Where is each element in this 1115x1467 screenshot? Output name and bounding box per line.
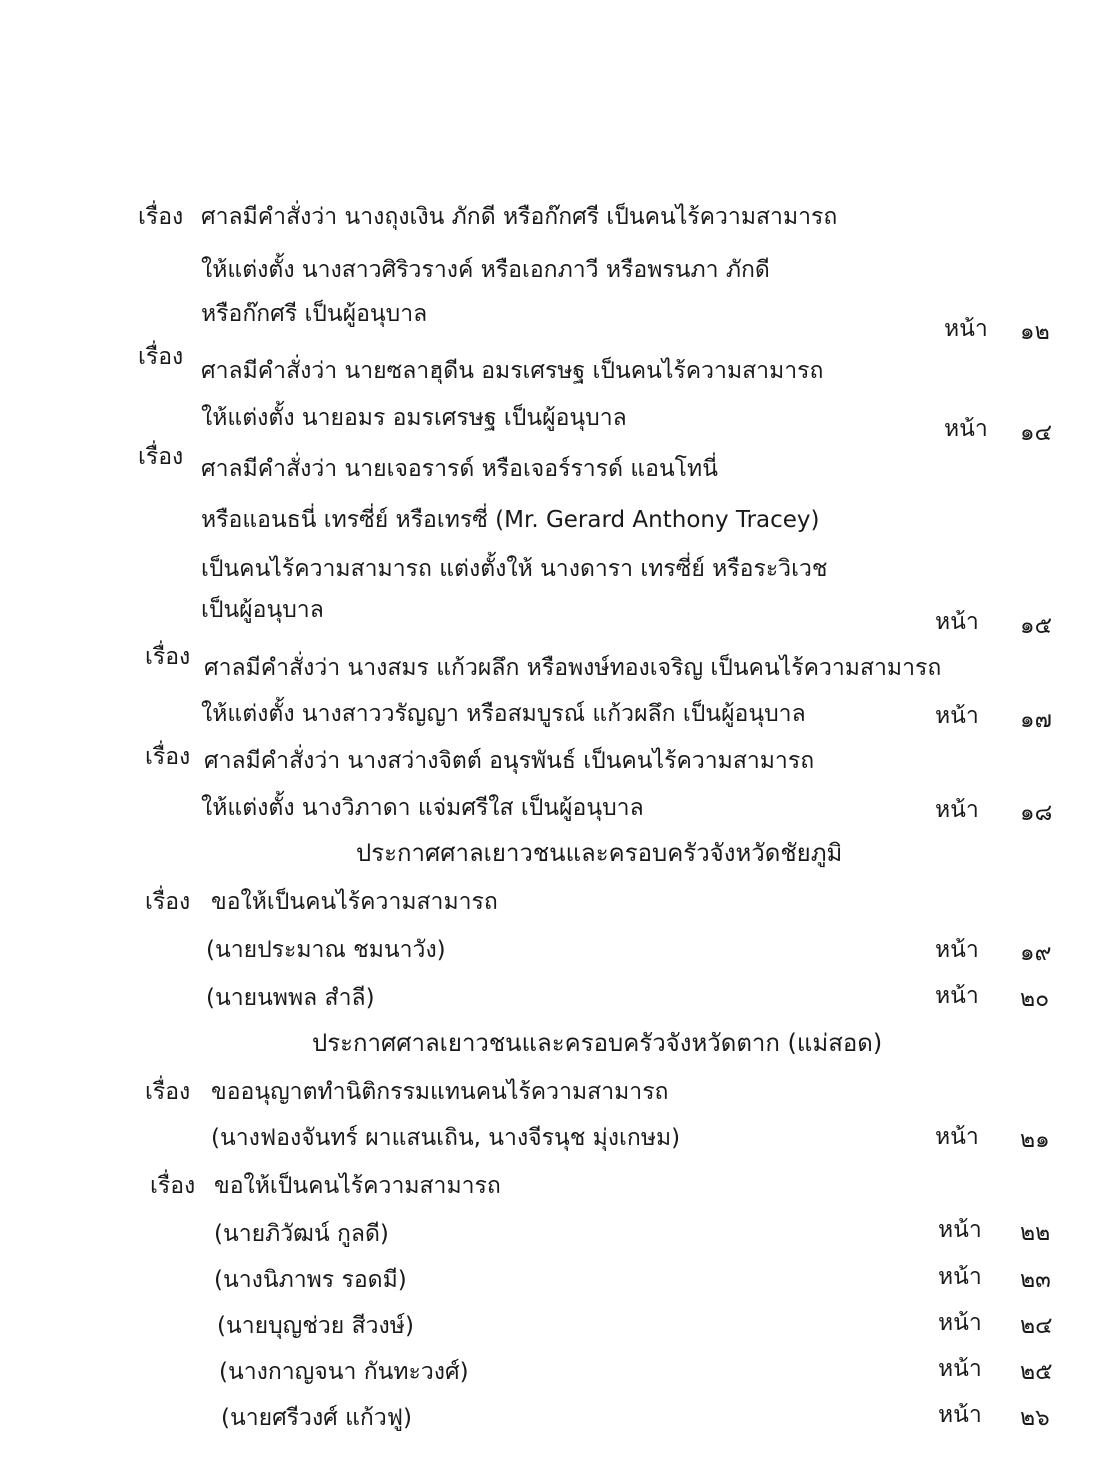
- page-number: ๑๙: [1020, 940, 1052, 966]
- list-item: (นางนิภาพร รอดมี): [214, 1267, 407, 1293]
- entry-label: เรื่อง: [138, 204, 184, 230]
- page-label: หน้า: [938, 1356, 982, 1382]
- page-number: ๒๑: [1020, 1127, 1050, 1153]
- page-label: หน้า: [935, 1124, 979, 1150]
- entry-line: เป็นคนไร้ความสามารถ แต่งตั้งให้ นางดารา เทรซี่ย์ หรือระวิเวช: [201, 556, 828, 582]
- entry-line: ให้แต่งตั้ง นายอมร อมรเศรษฐ เป็นผู้อนุบาล: [201, 405, 627, 431]
- page-number: ๑๒: [1020, 319, 1050, 345]
- entry-line: ศาลมีคำสั่งว่า นายเจอรารด์ หรือเจอร์รารด์ แอนโทนี่: [201, 456, 718, 482]
- entry-label: เรื่อง: [138, 444, 184, 470]
- page-number: ๒๒: [1020, 1220, 1051, 1246]
- page-number: ๒๔: [1020, 1313, 1053, 1339]
- list-item: (นางฟองจันทร์ ผาแสนเถิน, นางจีรนุช มุ่งเกษม): [211, 1125, 681, 1151]
- page-label: หน้า: [944, 316, 988, 342]
- subject-line: ขออนุญาตทำนิติกรรมแทนคนไร้ความสามารถ: [211, 1079, 669, 1105]
- page-number: ๑๕: [1020, 613, 1053, 639]
- entry-label: เรื่อง: [145, 889, 191, 915]
- page-label: หน้า: [935, 797, 979, 823]
- list-item: (นางกาญจนา กันทะวงศ์): [219, 1359, 469, 1385]
- entry-line: ศาลมีคำสั่งว่า นางสว่างจิตต์ อนุรพันธ์ เป็นคนไร้ความสามารถ: [204, 748, 815, 774]
- list-item: (นายนพพล สำลี): [206, 985, 375, 1011]
- entry-line: ให้แต่งตั้ง นางสาวศิริวรางค์ หรือเอกภาวี หรือพรนภา ภักดี: [201, 257, 770, 283]
- entry-line: ศาลมีคำสั่งว่า นางสมร แก้วผลึก หรือพงษ์ทองเจริญ เป็นคนไร้ความสามารถ: [204, 655, 942, 681]
- entry-line: ศาลมีคำสั่งว่า นายซลาฮุดีน อมรเศรษฐ เป็นคนไร้ความสามารถ: [201, 358, 824, 384]
- page-label: หน้า: [935, 609, 979, 635]
- page-label: หน้า: [935, 983, 979, 1009]
- page-number: ๒๓: [1020, 1267, 1051, 1293]
- list-item: (นายบุญช่วย สีวงษ์): [217, 1313, 414, 1339]
- page-label: หน้า: [935, 937, 979, 963]
- page-number: ๒๐: [1020, 986, 1050, 1012]
- section-heading-tak: ประกาศศาลเยาวชนและครอบครัวจังหวัดตาก (แม่สอด): [312, 1029, 883, 1057]
- entry-line: ศาลมีคำสั่งว่า นางถุงเงิน ภักดี หรือก๊กศรี เป็นคนไร้ความสามารถ: [201, 204, 838, 230]
- subject-line: ขอให้เป็นคนไร้ความสามารถ: [211, 889, 498, 915]
- entry-line: ให้แต่งตั้ง นางสาววรัญญา หรือสมบูรณ์ แก้วผลึก เป็นผู้อนุบาล: [201, 701, 806, 727]
- list-item: (นายประมาณ ชมนาวัง): [206, 937, 446, 963]
- entry-label: เรื่อง: [145, 1079, 191, 1105]
- subject-line: ขอให้เป็นคนไร้ความสามารถ: [214, 1173, 501, 1199]
- entry-line: เป็นผู้อนุบาล: [201, 597, 324, 623]
- entry-line: หรือแอนธนี่ เทรซี่ย์ หรือเทรซี่ (Mr. Gerard Anthony Tracey): [201, 507, 820, 533]
- page-label: หน้า: [944, 416, 988, 442]
- page-label: หน้า: [938, 1264, 982, 1290]
- list-item: (นายภิวัฒน์ กูลดี): [214, 1221, 389, 1247]
- entry-label: เรื่อง: [138, 344, 184, 370]
- page-number: ๑๘: [1020, 800, 1053, 826]
- page-label: หน้า: [935, 703, 979, 729]
- page-number: ๒๖: [1020, 1405, 1050, 1431]
- page-label: หน้า: [938, 1217, 982, 1243]
- list-item: (นายศรีวงศ์ แก้วฟู): [221, 1405, 413, 1431]
- section-heading-chaiyaphum: ประกาศศาลเยาวชนและครอบครัวจังหวัดชัยภูมิ: [356, 839, 843, 867]
- page-number: ๑๔: [1020, 420, 1053, 446]
- entry-label: เรื่อง: [150, 1173, 196, 1199]
- page-label: หน้า: [938, 1310, 982, 1336]
- entry-line: ให้แต่งตั้ง นางวิภาดา แจ่มศรีใส เป็นผู้อนุบาล: [201, 795, 644, 821]
- entry-line: หรือก๊กศรี เป็นผู้อนุบาล: [201, 301, 428, 327]
- entry-label: เรื่อง: [145, 644, 191, 670]
- page-label: หน้า: [938, 1402, 982, 1428]
- entry-label: เรื่อง: [145, 744, 191, 770]
- page-number: ๑๗: [1020, 707, 1052, 733]
- page-number: ๒๕: [1020, 1359, 1053, 1385]
